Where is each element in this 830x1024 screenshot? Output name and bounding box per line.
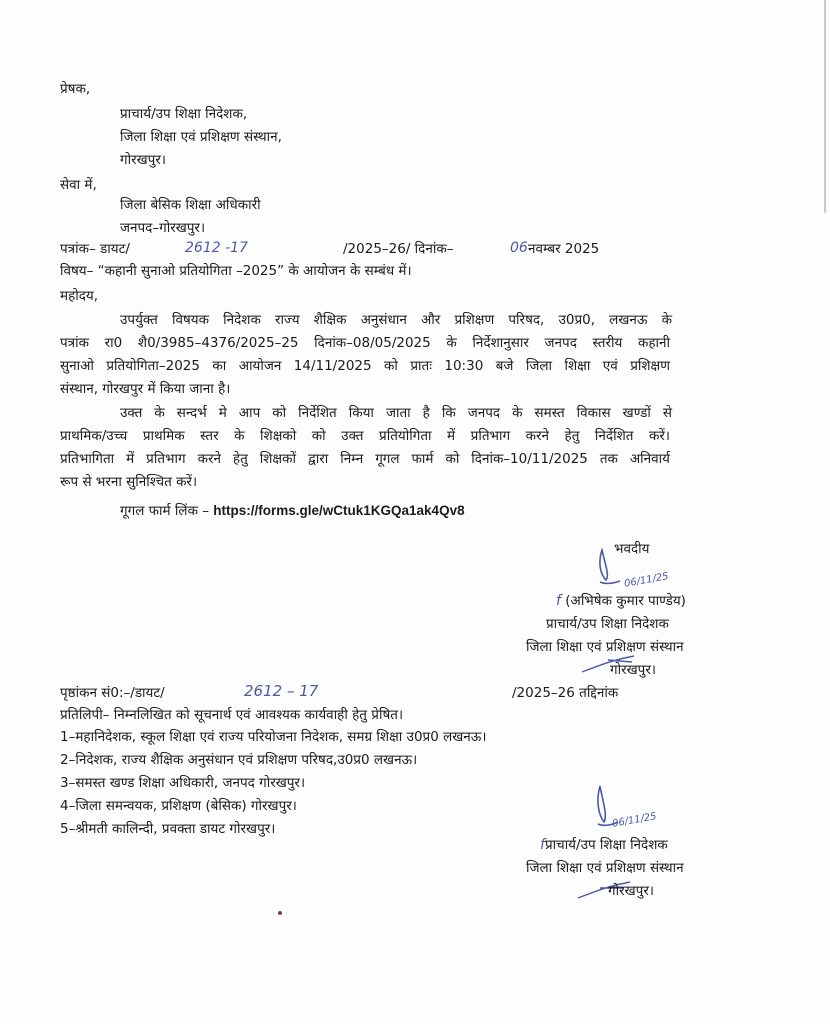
closing: भवदीय xyxy=(614,541,650,557)
recipient-item: 5–श्रीमती कालिन्दी, प्रवक्ता डायट गोरखपुर। xyxy=(60,821,276,837)
para1-line: उपर्युक्त विषयक निदेशक राज्य शैक्षिक अनुसंधान और प्रशिक्षण परिषद, उ0प्र0, लखनऊ के xyxy=(120,312,672,328)
ref-suffix: /2025–26/ दिनांक– xyxy=(343,241,454,257)
recipient-item: 1–महानिदेशक, स्कूल शिक्षा एवं राज्य परियोजना निदेशक, समग्र शिक्षा उ0प्र0 लखनऊ। xyxy=(60,729,487,745)
initial-mark-icon: f xyxy=(556,593,561,609)
signatory-line: जिला शिक्षा एवं प्रशिक्षण संस्थान xyxy=(526,639,684,655)
para2-line: रूप से भरना सुनिश्चित करें। xyxy=(60,474,198,490)
signatory-line: प्राचार्य/उप शिक्षा निदेशक xyxy=(546,616,669,632)
para2-line: प्रतिभागिता में प्रतिभाग करने हेतु शिक्षकों द्वारा निम्न गूगल फार्म को दिनांक–10/11/2025 तक अनिवार्य xyxy=(60,451,670,467)
para1-line: सुनाओ प्रतियोगिता–2025 का आयोजन 14/11/2025 को प्रातः 10:30 बजे जिला शिक्षा एवं प्रशिक्षण xyxy=(60,358,670,374)
endorsement-handwritten: 2612 – 17 xyxy=(244,682,319,700)
sender-line: प्राचार्य/उप शिक्षा निदेशक, xyxy=(120,106,248,122)
google-form-link[interactable]: https://forms.gle/wCtuk1KGQa1ak4Qv8 xyxy=(213,503,465,518)
sender-label: प्रेषक, xyxy=(60,81,91,97)
sender-line: जिला शिक्षा एवं प्रशिक्षण संस्थान, xyxy=(120,129,282,145)
initial-mark-icon: f xyxy=(540,837,545,853)
to-line: जनपद–गोरखपुर। xyxy=(120,220,206,236)
copy-line: प्रतिलिपी– निम्नलिखित को सूचनार्थ एवं आवश्यक कार्यवाही हेतु प्रेषित। xyxy=(60,707,404,723)
sign-1-date: 06/11/25 xyxy=(623,571,670,590)
para2-line: प्राथमिक/उच्च प्राथमिक स्तर के शिक्षको को उक्त प्रतियोगिता में प्रतिभाग करने हेतु निर्देशित करें। xyxy=(60,428,670,444)
para2-line: उक्त के सन्दर्भ मे आप को निर्देशित किया जाता है कि जनपद के समस्त विकास खण्डों से xyxy=(120,405,672,421)
signatory-name-text: (अभिषेक कुमार पाण्डेय) xyxy=(565,593,686,609)
endorsement-prefix: पृष्ठांकन सं0:–/डायट/ xyxy=(60,685,165,701)
form-label: गूगल फार्म लिंक – xyxy=(120,503,214,519)
date-suffix: नवम्बर 2025 xyxy=(528,241,600,257)
recipient-item: 2–निदेशक, राज्य शैक्षिक अनुसंधान एवं प्रशिक्षण परिषद,उ0प्र0 लखनऊ। xyxy=(60,752,418,768)
sender-line: गोरखपुर। xyxy=(120,152,166,168)
recipient-item: 3–समस्त खण्ड शिक्षा अधिकारी, जनपद गोरखपुर। xyxy=(60,775,306,791)
recipient-item: 4–जिला समन्वयक, प्रशिक्षण (बेसिक) गोरखपुर। xyxy=(60,798,297,814)
endorsement-signatory-line: जिला शिक्षा एवं प्रशिक्षण संस्थान xyxy=(526,860,684,876)
endorsement-signatory-line: प्राचार्य/उप शिक्षा निदेशक xyxy=(544,837,668,853)
salutation: महोदय, xyxy=(60,288,99,304)
date-handwritten: 06 xyxy=(510,240,528,256)
sign-2-date: 06/11/25 xyxy=(611,811,658,830)
ink-speck xyxy=(278,911,282,915)
ref-handwritten: 2612 -17 xyxy=(185,240,248,256)
subject: विषय– “कहानी सुनाओ प्रतियोगिता –2025” के आयोजन के सम्बंध में। xyxy=(60,263,412,279)
scroll-edge xyxy=(824,0,826,213)
endorsement-signatory xyxy=(540,836,668,854)
signatory-line: गोरखपुर। xyxy=(610,662,656,678)
to-label: सेवा में, xyxy=(60,177,97,193)
para1-line: संस्थान, गोरखपुर में किया जाना है। xyxy=(60,381,231,397)
endorsement-suffix: /2025–26 तद्दिनांक xyxy=(512,685,619,701)
form-link-row xyxy=(120,502,465,520)
signatory-name xyxy=(556,592,686,610)
ref-prefix: पत्रांक– डायट/ xyxy=(60,241,130,257)
endorsement-signatory-line: गोरखपुर। xyxy=(608,883,654,899)
to-line: जिला बेसिक शिक्षा अधिकारी xyxy=(120,197,261,213)
para1-line: पत्रांक रा0 शै0/3985–4376/2025–25 दिनांक–08/05/2025 के निर्देशानुसार जनपद स्तरीय कहानी xyxy=(60,335,670,351)
